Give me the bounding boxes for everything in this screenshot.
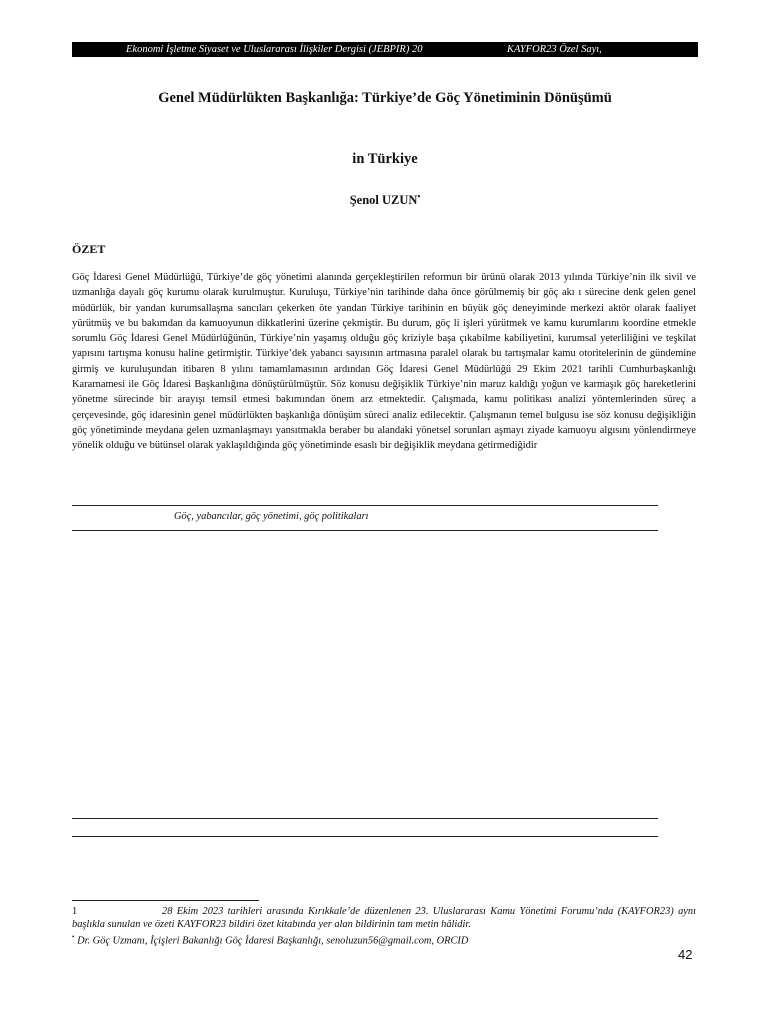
paper-title: Genel Müdürlükten Başkanlığa: Türkiye’de Göç Yönetiminin Dönüşümü xyxy=(158,90,612,106)
footnote-1 xyxy=(72,905,696,931)
abstract-heading: ÖZET xyxy=(72,242,106,256)
author-name: Şenol UZUN xyxy=(349,193,418,208)
footnote-2-mark: • xyxy=(72,933,75,941)
footnote-1-text: 28 Ekim 2023 tarihleri arasında Kırıkkale’de düzenlenen 23. Uluslararası Kamu Yönetimi Forumu’nda (KAYFOR23) aynı başlıkla sunulan ve özeti KAYFOR23 bildiri özet kitabında yer alan bildirinin tam metin hâlidir. xyxy=(72,906,696,930)
author xyxy=(72,192,698,208)
footnote-1-number: 1 xyxy=(72,906,78,917)
keywords-bottom-rule xyxy=(72,530,658,531)
journal-name: Ekonomi İşletme Siyaset ve Uluslararası İlişkiler Dergisi (JEBPIR) 20 xyxy=(126,44,423,55)
issue-label: KAYFOR23 Özel Sayı, xyxy=(507,44,602,55)
footnote-separator xyxy=(72,900,259,901)
keywords: Göç, yabancılar, göç yönetimi, göç politikaları xyxy=(174,511,369,522)
footnote-2-text: Dr. Göç Uzmanı, İçişleri Bakanlığı Göç İdaresi Başkanlığı, senoluzun56@gmail.com, ORCID xyxy=(77,935,469,947)
abstract-body: Göç İdaresi Genel Müdürlüğü, Türkiye’de göç yönetimi alanında gerçekleştirilen reformun bir ürünü olarak 2013 yılında Türkiye’nin ilk sivil ve uzmanlığa dayalı göç kurumu olarak kurulmuştur. Kuruluşu, Türkiye’nin tarihinde daha önce görülmemiş bir göç akı ı sürecine denk gelen genel müdürlük, bir yandan kurumsallaşma sancıları çekerken öte yandan Türkiye tarihinin en büyük göç deneyiminde merkezi aktör olarak faaliyet yürütmüş ve bu bakımdan da kamuoyunun dikkatlerini üzerine çekmiştir. Bu durum, göç li işleri yürütmek ve kamu kurumlarını koordine etmekle sorumlu Göç İdaresi Genel Müdürlüğünün, Türkiye’nin yaşamış olduğu göç kriziyle başa çıkabilme kabiliyetini, kurumsal yeterliliğini ve teşkilat yapısını tartışma konusu haline getirmiştir. Türkiye’dek yabancı sayısının artmasına paralel olarak bu tartışmalar kamu otoritelerinin de gündemine girmiş ve kuruluşundan itibaren 8 yılını tamamlamasının ardından Göç İdaresi Genel Müdürlüğü 29 Ekim 2021 tarihli Cumhurbaşkanlığı Kararnamesi ile Göç İdaresi Başkanlığına dönüştürülmüştür. Söz konusu değişiklik Türkiye’nin maruz kaldığı yoğun ve karmaşık göç hareketlerini yönetme sürecinde bir arayışı temsil etmesi bakımından önem arz etmektedir. Çalışmada, kamu politikası analizi yöntemlerinden süreç a çerçevesinde, göç idaresinin genel müdürlükten başkanlığa dönüşüm süreci analiz edilecektir. Çalışmanın temel bulgusu ise söz konusu değişikliğin göç yönetiminde meydana gelen uzmanlaşmayı yansıtmakla beraber bu alandaki yönetsel sorunları aşmayı ziyade kamuoyu algısını yönlendirmeye yönelik olduğu ve bütünsel olarak yaklaşıldığında göç yönetiminde esaslı bir değişiklik meydana getirmediğidir xyxy=(72,272,696,452)
footnote-2 xyxy=(72,931,696,947)
page-number: 42 xyxy=(678,947,693,962)
keywords-top-rule xyxy=(72,505,658,506)
divider-rule-2 xyxy=(72,836,658,837)
running-header xyxy=(72,42,698,57)
footnotes xyxy=(72,905,696,947)
english-title-fragment: in Türkiye xyxy=(352,151,418,167)
divider-rule-1 xyxy=(72,818,658,819)
author-footnote-mark: • xyxy=(417,192,421,201)
